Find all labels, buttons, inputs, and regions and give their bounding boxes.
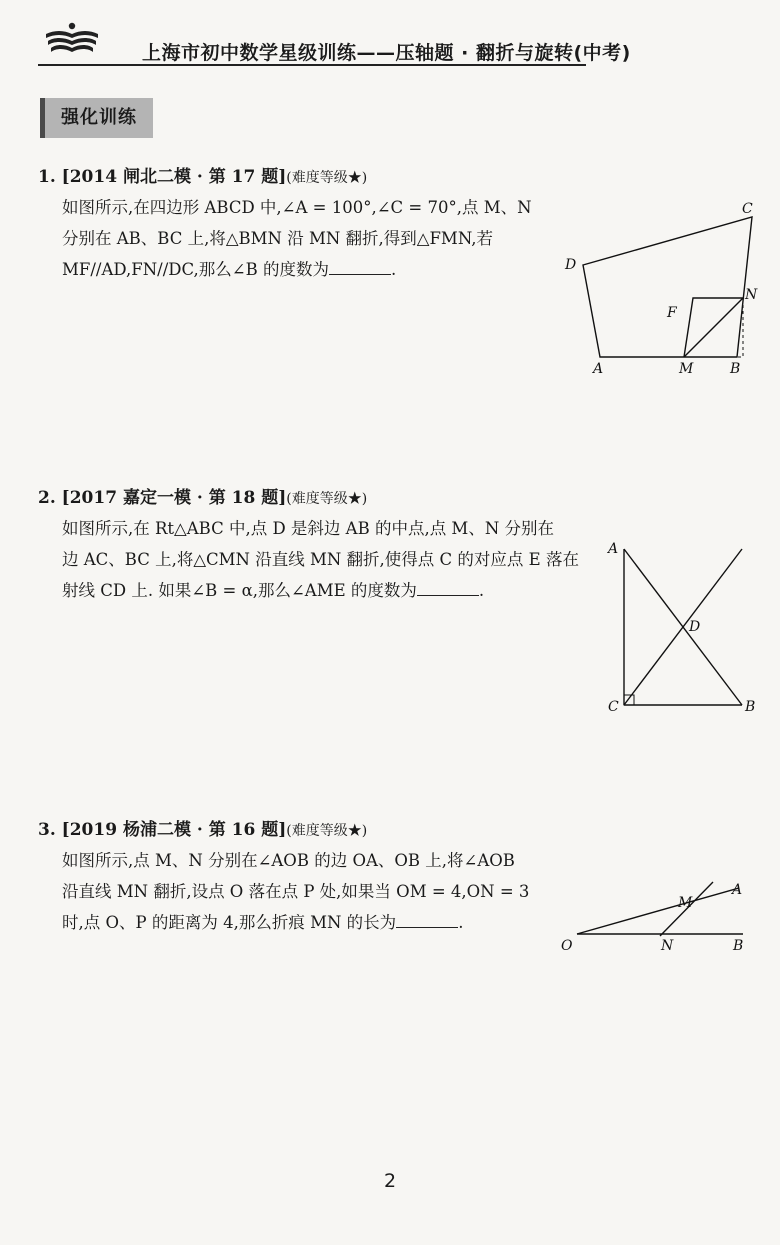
ray-oa [577,888,739,934]
problem-text [62,192,558,285]
answer-blank[interactable] [329,257,391,275]
section-label: 强化训练 [40,98,153,138]
problem-source: [2019 杨浦二模 · 第 16 题] [61,820,287,840]
fold-line-mn [684,298,743,357]
problem-text [62,513,579,606]
problem-number: 3. [38,820,56,840]
problem-1 [38,163,558,285]
label-n: N [745,287,758,303]
problem-2 [38,484,579,606]
problem-line: 如图所示,在四边形 ABCD 中,∠A = 100°,∠C = 70°,点 M、N [62,198,532,217]
problem-line: 如图所示,点 M、N 分别在∠AOB 的边 OA、OB 上,将∠AOB [62,851,515,870]
label-b: B [745,699,756,715]
label-d: D [565,257,577,273]
problem-line: 分别在 AB、BC 上,将△BMN 沿 MN 翻折,得到△FMN,若 [62,229,493,248]
problem-difficulty: (难度等级★) [286,491,368,507]
quadrilateral-abcd [583,217,752,357]
page-header [38,18,631,68]
label-c: C [608,699,619,715]
problem-line: 射线 CD 上. 如果∠B = α,那么∠AME 的度数为 . [62,575,558,606]
problem-header [38,163,558,192]
label-f: F [667,305,677,321]
problem-source: [2017 嘉定一模 · 第 18 题] [61,488,287,508]
label-n: N [661,938,674,954]
figure-2-right-triangle [600,535,765,720]
problem-line: 边 AC、BC 上,将△CMN 沿直线 MN 翻折,使得点 C 的对应点 E 落在 [62,550,579,569]
problem-line: 沿直线 MN 翻折,设点 O 落在点 P 处,如果当 OM = 4,ON = 3 [62,882,530,901]
problem-number: 2. [38,488,56,508]
problem-number: 1. [38,167,56,187]
open-book-logo-icon [42,20,102,62]
problem-source: [2014 闸北二模 · 第 17 题] [61,167,287,187]
label-m: M [678,895,693,911]
problem-header [38,484,558,513]
label-b: B [733,938,744,954]
problem-text [62,845,558,938]
problem-line: 如图所示,在 Rt△ABC 中,点 D 是斜边 AB 的中点,点 M、N 分别在 [62,519,555,538]
label-a: A [732,882,743,898]
label-b: B [730,361,741,377]
figure-3-angle-fold [555,870,755,960]
label-c: C [742,201,753,217]
answer-blank[interactable] [396,910,458,928]
page-number: 2 [383,1170,397,1192]
problem-difficulty: (难度等级★) [286,170,368,186]
header-title: 上海市初中数学星级训练——压轴题 · 翻折与旋转(中考) [142,42,631,64]
figure-1-quadrilateral [555,195,770,380]
problem-3 [38,816,558,938]
answer-blank[interactable] [417,578,479,596]
header-rule [38,64,586,66]
label-a: A [593,361,604,377]
label-o: O [561,938,573,954]
problem-line: MF//AD,FN//DC,那么∠B 的度数为 . [62,254,558,285]
label-m: M [679,361,694,377]
problem-header [38,816,558,845]
label-d: D [689,619,701,635]
problem-line: 时,点 O、P 的距离为 4,那么折痕 MN 的长为 . [62,907,558,938]
problem-difficulty: (难度等级★) [286,823,368,839]
label-a: A [608,541,619,557]
